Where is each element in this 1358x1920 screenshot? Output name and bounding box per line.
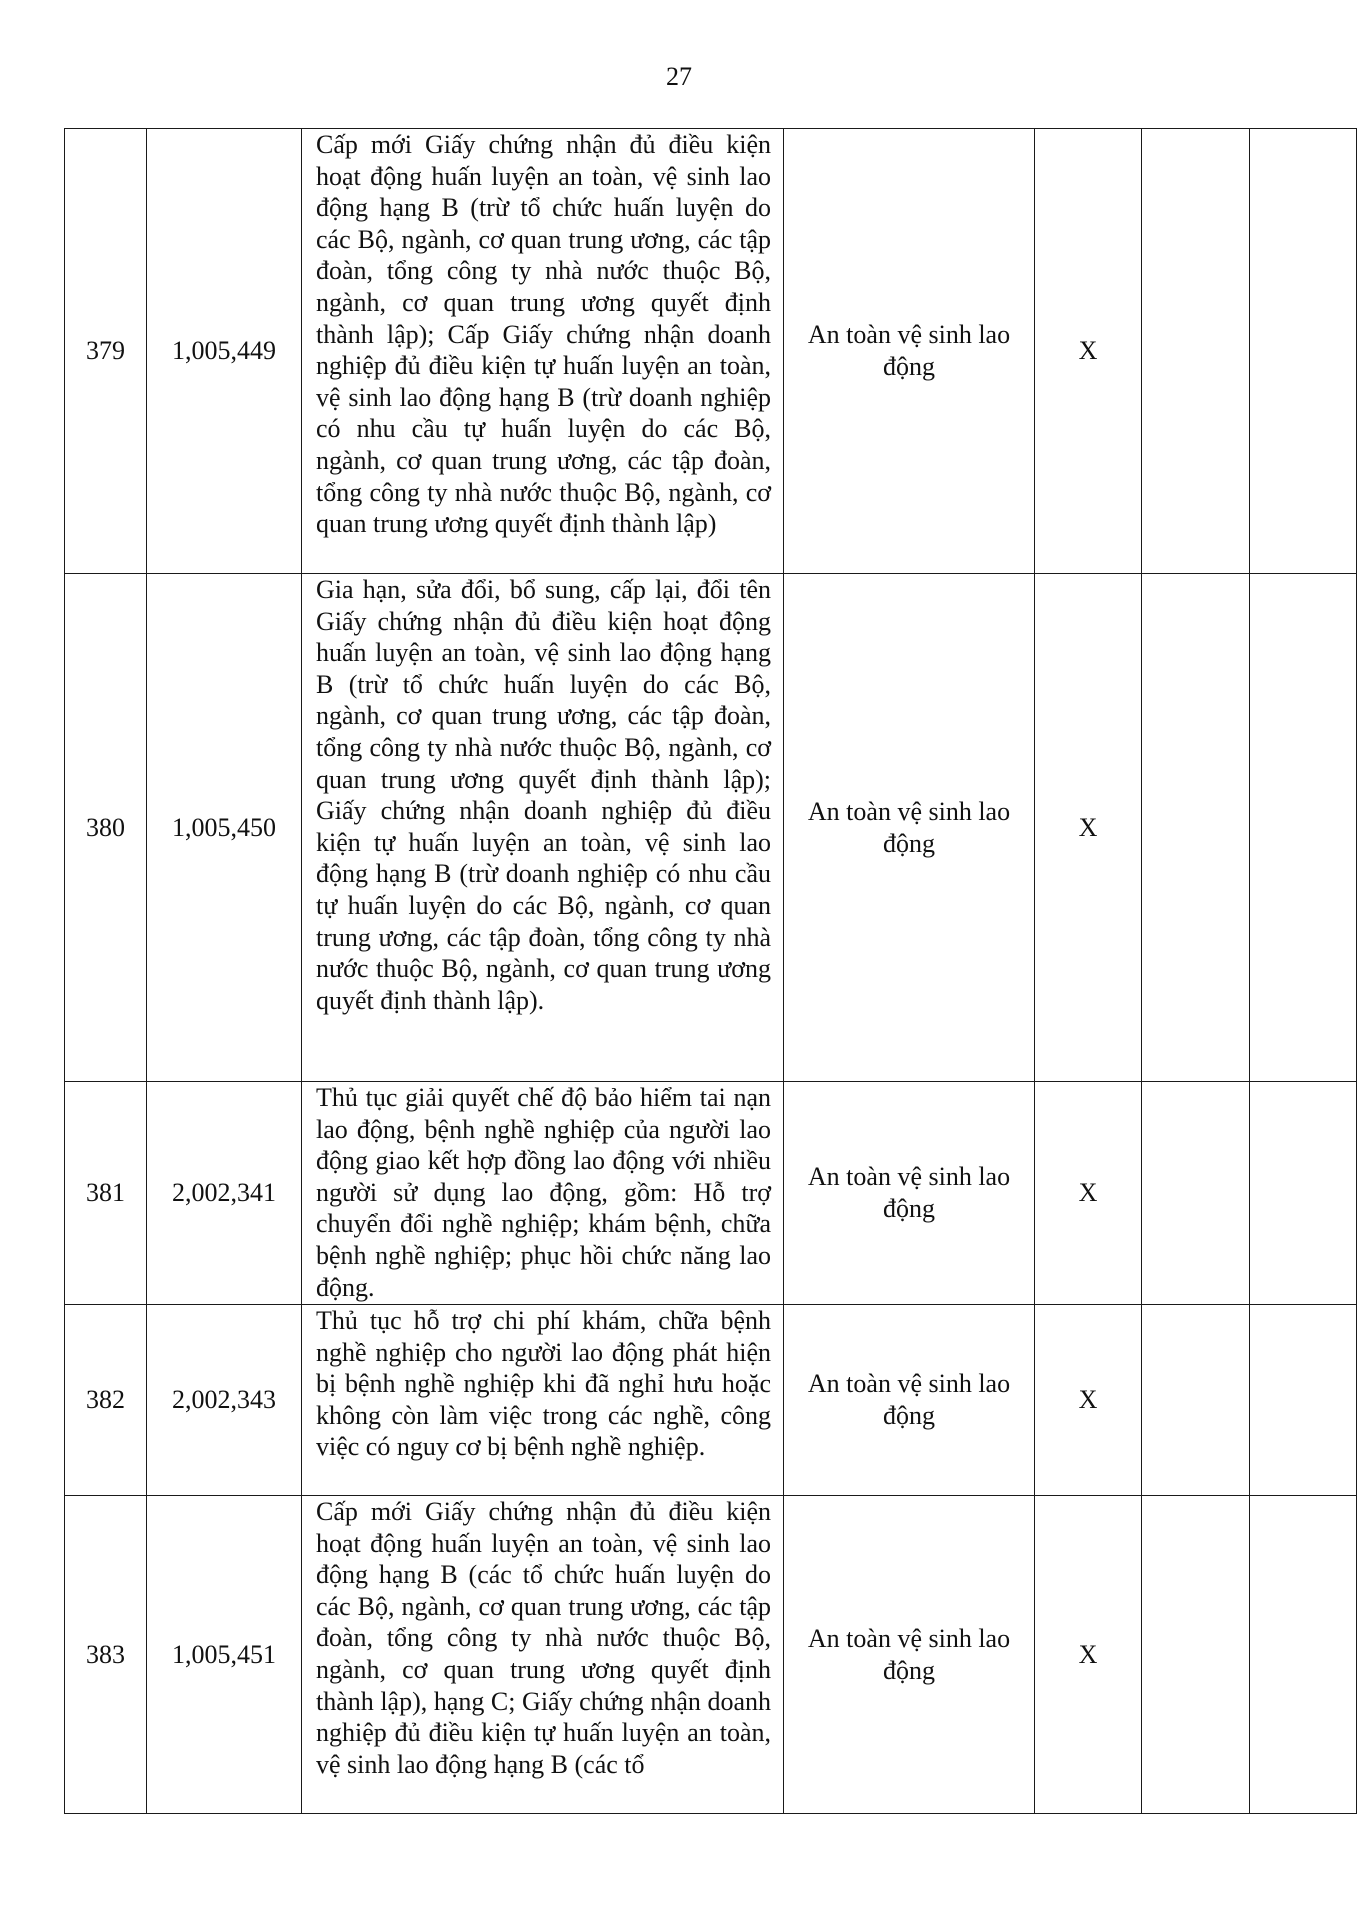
row-number-cell: 382 <box>65 1305 147 1496</box>
procedure-name-text: Thủ tục giải quyết chế độ bảo hiểm tai nạn lao động, bệnh nghề nghiệp của người lao động giao kết hợp đồng lao động với nhiều người sử dụng lao động, gồm: Hỗ trợ chuyển đổi nghề nghiệp; khám bệnh, chữa bệnh nghề nghiệp; phục hồi chức năng lao động. <box>316 1083 771 1302</box>
procedure-code-cell: 2,002,341 <box>147 1082 302 1305</box>
empty-level-cell <box>1250 1496 1357 1814</box>
empty-level-cell <box>1142 1496 1250 1814</box>
empty-level-cell <box>1142 129 1250 574</box>
procedure-name-cell <box>302 129 784 574</box>
row-number-cell: 381 <box>65 1082 147 1305</box>
table-row <box>65 1305 1357 1496</box>
level-mark-cell: X <box>1035 1496 1142 1814</box>
procedure-table <box>64 128 1357 1814</box>
procedure-name-text: Thủ tục hỗ trợ chi phí khám, chữa bệnh nghề nghiệp cho người lao động phát hiện bị bệnh nghề nghiệp khi đã nghỉ hưu hoặc không còn làm việc trong các nghề, công việc có nguy cơ bị bệnh nghề nghiệp. <box>316 1306 771 1462</box>
empty-level-cell <box>1250 1082 1357 1305</box>
empty-level-cell <box>1250 129 1357 574</box>
procedure-name-text: Cấp mới Giấy chứng nhận đủ điều kiện hoạt động huấn luyện an toàn, vệ sinh lao động hạng B (các tổ chức huấn luyện do các Bộ, ngành, cơ quan trung ương, các tập đoàn, tổng công ty nhà nước thuộc Bộ, ngành, cơ quan trung ương quyết định thành lập), hạng C; Giấy chứng nhận doanh nghiệp đủ điều kiện tự huấn luyện an toàn, vệ sinh lao động hạng B (các tổ <box>316 1497 771 1779</box>
empty-level-cell <box>1250 574 1357 1082</box>
level-mark-cell: X <box>1035 129 1142 574</box>
row-number-cell: 379 <box>65 129 147 574</box>
procedure-name-text: Cấp mới Giấy chứng nhận đủ điều kiện hoạt động huấn luyện an toàn, vệ sinh lao động hạng B (trừ tổ chức huấn luyện do các Bộ, ngành, cơ quan trung ương, các tập đoàn, tổng công ty nhà nước thuộc Bộ, ngành, cơ quan trung ương quyết định thành lập); Cấp Giấy chứng nhận doanh nghiệp đủ điều kiện tự huấn luyện an toàn, vệ sinh lao động hạng B (trừ doanh nghiệp có nhu cầu tự huấn luyện do các Bộ, ngành, cơ quan trung ương, các tập đoàn, tổng công ty nhà nước thuộc Bộ, ngành, cơ quan trung ương quyết định thành lập) <box>316 130 771 539</box>
procedure-code-cell: 1,005,450 <box>147 574 302 1082</box>
empty-level-cell <box>1142 574 1250 1082</box>
table-row <box>65 1496 1357 1814</box>
table-row <box>65 129 1357 574</box>
procedure-name-cell <box>302 1082 784 1305</box>
procedure-code-cell: 1,005,451 <box>147 1496 302 1814</box>
level-mark-cell: X <box>1035 574 1142 1082</box>
page-number: 27 <box>666 62 692 91</box>
empty-level-cell <box>1250 1305 1357 1496</box>
procedure-code-cell: 1,005,449 <box>147 129 302 574</box>
field-cell: An toàn vệ sinh lao động <box>784 1082 1035 1305</box>
procedure-name-cell <box>302 574 784 1082</box>
level-mark-cell: X <box>1035 1305 1142 1496</box>
table-row <box>65 574 1357 1082</box>
table-row <box>65 1082 1357 1305</box>
field-cell: An toàn vệ sinh lao động <box>784 129 1035 574</box>
procedure-name-text: Gia hạn, sửa đổi, bổ sung, cấp lại, đổi tên Giấy chứng nhận đủ điều kiện hoạt động huấn luyện an toàn, vệ sinh lao động hạng B (trừ tổ chức huấn luyện do các Bộ, ngành, cơ quan trung ương, các tập đoàn, tổng công ty nhà nước thuộc Bộ, ngành, cơ quan trung ương quyết định thành lập); Giấy chứng nhận doanh nghiệp đủ điều kiện tự huấn luyện an toàn, vệ sinh lao động hạng B (trừ doanh nghiệp có nhu cầu tự huấn luyện do các Bộ, ngành, cơ quan trung ương, các tập đoàn, tổng công ty nhà nước thuộc Bộ, ngành, cơ quan trung ương quyết định thành lập). <box>316 575 771 1015</box>
field-cell: An toàn vệ sinh lao động <box>784 1496 1035 1814</box>
level-mark-cell: X <box>1035 1082 1142 1305</box>
procedure-code-cell: 2,002,343 <box>147 1305 302 1496</box>
procedure-name-cell <box>302 1305 784 1496</box>
field-cell: An toàn vệ sinh lao động <box>784 574 1035 1082</box>
row-number-cell: 383 <box>65 1496 147 1814</box>
field-cell: An toàn vệ sinh lao động <box>784 1305 1035 1496</box>
empty-level-cell <box>1142 1082 1250 1305</box>
procedure-name-cell <box>302 1496 784 1814</box>
empty-level-cell <box>1142 1305 1250 1496</box>
row-number-cell: 380 <box>65 574 147 1082</box>
